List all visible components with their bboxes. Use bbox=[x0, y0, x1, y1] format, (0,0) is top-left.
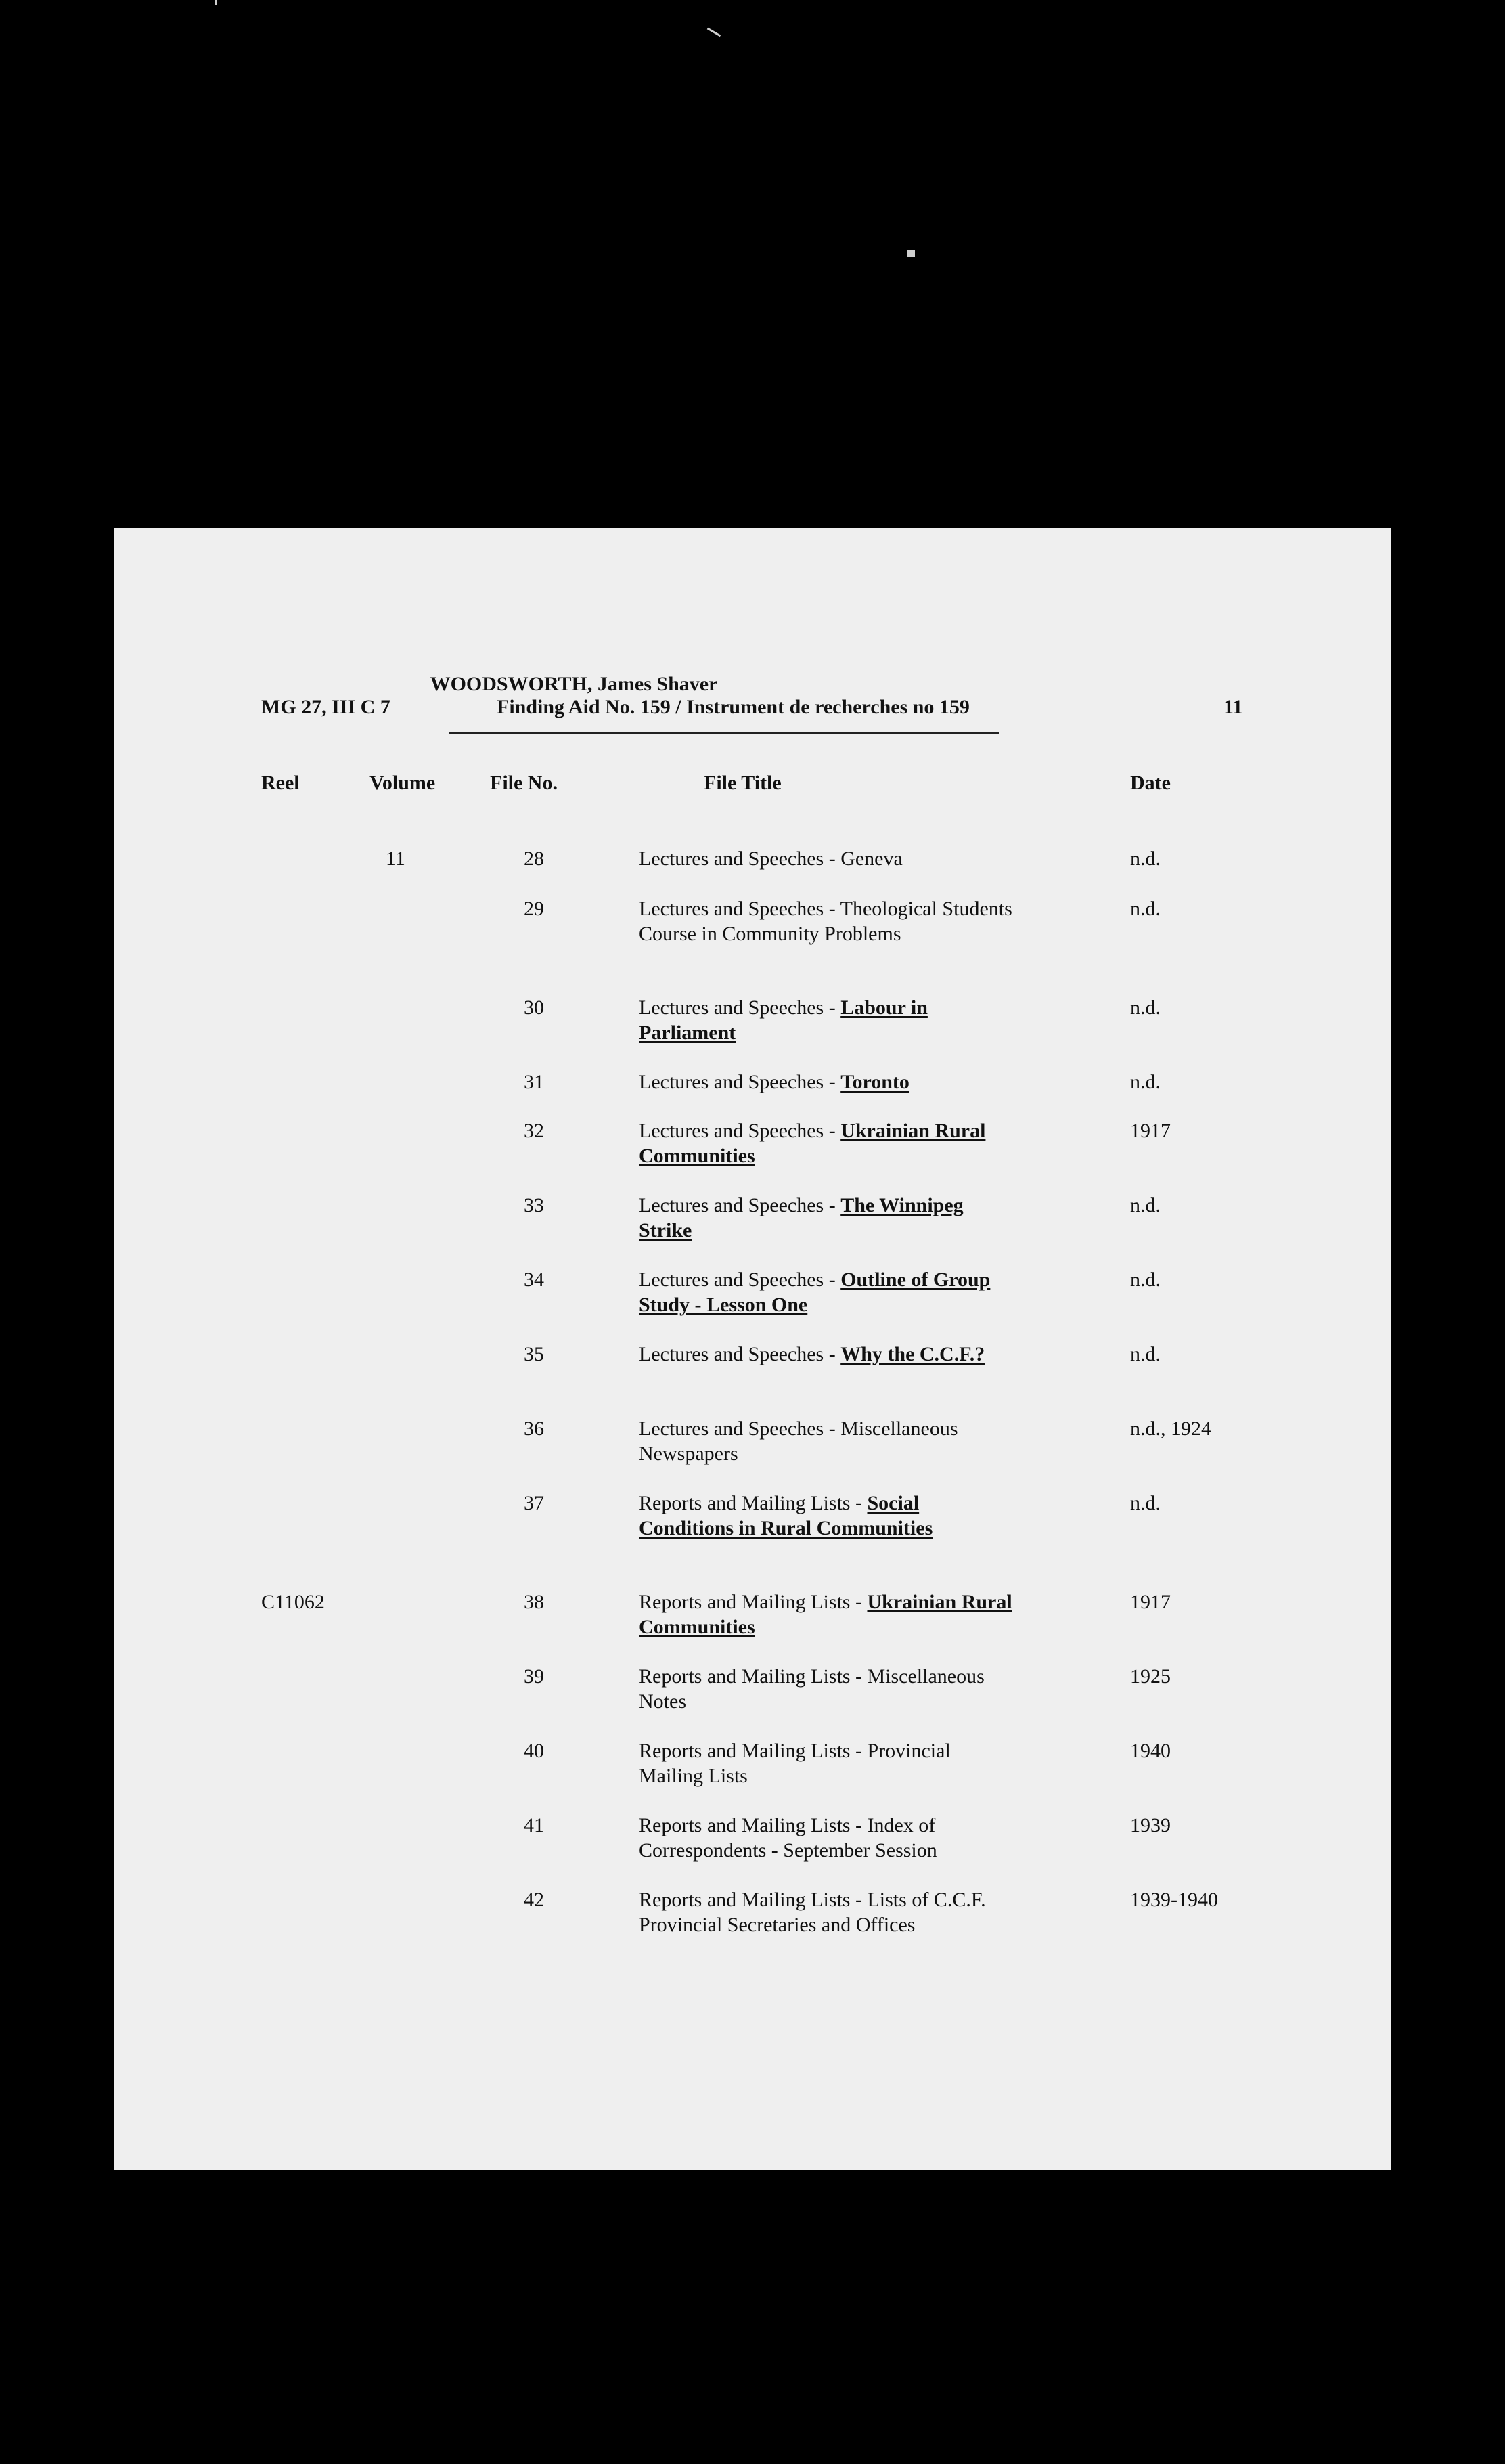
finding-aid-label: Finding Aid No. 159 / Instrument de recherches no 159 bbox=[497, 696, 970, 718]
file-title-text: Lectures and Speeches - bbox=[639, 1343, 841, 1365]
file-no-cell: 41 bbox=[524, 1814, 544, 1836]
file-title-text: Reports and Mailing Lists - bbox=[639, 1591, 868, 1613]
file-title-text: Reports and Mailing Lists - bbox=[639, 1492, 868, 1514]
file-no-cell: 34 bbox=[524, 1269, 544, 1291]
column-header-date: Date bbox=[1130, 772, 1171, 794]
scan-speck bbox=[907, 250, 915, 257]
date-cell: 1939 bbox=[1130, 1814, 1171, 1836]
date-cell: 1940 bbox=[1130, 1740, 1171, 1762]
file-no-cell: 32 bbox=[524, 1120, 544, 1142]
file-title-underlined: Why the C.C.F.? bbox=[840, 1343, 985, 1365]
document-title: WOODSWORTH, James Shaver bbox=[430, 673, 718, 695]
file-title-cell bbox=[639, 1887, 1018, 1937]
file-no-cell: 29 bbox=[524, 898, 544, 920]
column-header-reel: Reel bbox=[261, 772, 300, 794]
document-page bbox=[114, 528, 1391, 2170]
date-cell: n.d. bbox=[1130, 848, 1161, 870]
volume-cell: 11 bbox=[386, 848, 405, 870]
header-rule bbox=[449, 732, 999, 734]
date-cell: 1917 bbox=[1130, 1591, 1171, 1613]
date-cell: 1917 bbox=[1130, 1120, 1171, 1142]
file-no-cell: 38 bbox=[524, 1591, 544, 1613]
file-title-cell bbox=[639, 1589, 1018, 1640]
file-title-underlined: Outline of Group Study - Lesson One bbox=[639, 1269, 991, 1316]
file-title-cell bbox=[639, 1267, 1018, 1317]
date-cell: 1939-1940 bbox=[1130, 1889, 1218, 1911]
file-title-cell bbox=[639, 846, 1018, 871]
file-title-cell bbox=[639, 1416, 1018, 1466]
column-header-volume: Volume bbox=[369, 772, 436, 794]
file-title-text: Lectures and Speeches - bbox=[639, 1071, 841, 1093]
file-no-cell: 37 bbox=[524, 1492, 544, 1514]
column-header-file-no: File No. bbox=[490, 772, 558, 794]
date-cell: n.d., 1924 bbox=[1130, 1417, 1211, 1440]
file-title-text: Lectures and Speeches - Miscellaneous Newspapers bbox=[639, 1417, 958, 1465]
fonds-reference: MG 27, III C 7 bbox=[261, 696, 390, 718]
file-no-cell: 36 bbox=[524, 1417, 544, 1440]
date-cell: n.d. bbox=[1130, 1194, 1161, 1216]
file-title-text: Lectures and Speeches - bbox=[639, 1194, 841, 1216]
file-title-cell bbox=[639, 1738, 1018, 1788]
scan-speck bbox=[707, 28, 721, 37]
page-number: 11 bbox=[1223, 696, 1243, 718]
file-title-cell bbox=[639, 1813, 1018, 1863]
file-title-text: Reports and Mailing Lists - Index of Correspondents - September Session bbox=[639, 1814, 937, 1862]
date-cell: n.d. bbox=[1130, 898, 1161, 920]
file-title-text: Lectures and Speeches - Geneva bbox=[639, 848, 903, 870]
file-title-underlined: The Winnipeg Strike bbox=[639, 1194, 964, 1241]
file-title-text: Lectures and Speeches - bbox=[639, 1120, 841, 1142]
file-title-text: Reports and Mailing Lists - Miscellaneous Notes bbox=[639, 1665, 985, 1713]
file-title-text: Lectures and Speeches - bbox=[639, 996, 841, 1019]
date-cell: n.d. bbox=[1130, 1343, 1161, 1365]
column-header-file-title: File Title bbox=[704, 772, 782, 794]
file-no-cell: 42 bbox=[524, 1889, 544, 1911]
file-title-text: Reports and Mailing Lists - Provincial Mailing Lists bbox=[639, 1740, 951, 1787]
date-cell: n.d. bbox=[1130, 1269, 1161, 1291]
file-no-cell: 30 bbox=[524, 996, 544, 1019]
file-no-cell: 28 bbox=[524, 848, 544, 870]
file-no-cell: 35 bbox=[524, 1343, 544, 1365]
file-title-cell bbox=[639, 1491, 1018, 1541]
file-no-cell: 39 bbox=[524, 1665, 544, 1688]
file-title-cell bbox=[639, 1070, 1018, 1095]
file-title-cell bbox=[639, 1118, 1018, 1168]
date-cell: n.d. bbox=[1130, 996, 1161, 1019]
file-title-underlined: Labour in Parliament bbox=[639, 996, 928, 1044]
file-title-cell bbox=[639, 1342, 1018, 1367]
file-title-cell bbox=[639, 1664, 1018, 1714]
file-no-cell: 33 bbox=[524, 1194, 544, 1216]
file-title-cell bbox=[639, 896, 1018, 946]
file-no-cell: 31 bbox=[524, 1071, 544, 1093]
file-title-underlined: Ukrainian Rural Communities bbox=[639, 1591, 1012, 1638]
file-no-cell: 40 bbox=[524, 1740, 544, 1762]
scan-speck bbox=[215, 0, 217, 5]
date-cell: 1925 bbox=[1130, 1665, 1171, 1688]
file-title-text: Lectures and Speeches - Theological Students Course in Community Problems bbox=[639, 898, 1012, 945]
file-title-text: Reports and Mailing Lists - Lists of C.C.F. Provincial Secretaries and Offices bbox=[639, 1889, 986, 1936]
file-title-underlined: Toronto bbox=[840, 1071, 909, 1093]
file-title-cell bbox=[639, 1193, 1018, 1243]
file-title-underlined: Ukrainian Rural Communities bbox=[639, 1120, 986, 1167]
date-cell: n.d. bbox=[1130, 1492, 1161, 1514]
file-title-text: Lectures and Speeches - bbox=[639, 1269, 841, 1291]
date-cell: n.d. bbox=[1130, 1071, 1161, 1093]
file-title-cell bbox=[639, 995, 1018, 1045]
file-title-underlined: Social Conditions in Rural Communities bbox=[639, 1492, 933, 1539]
reel-cell: C11062 bbox=[261, 1591, 325, 1613]
